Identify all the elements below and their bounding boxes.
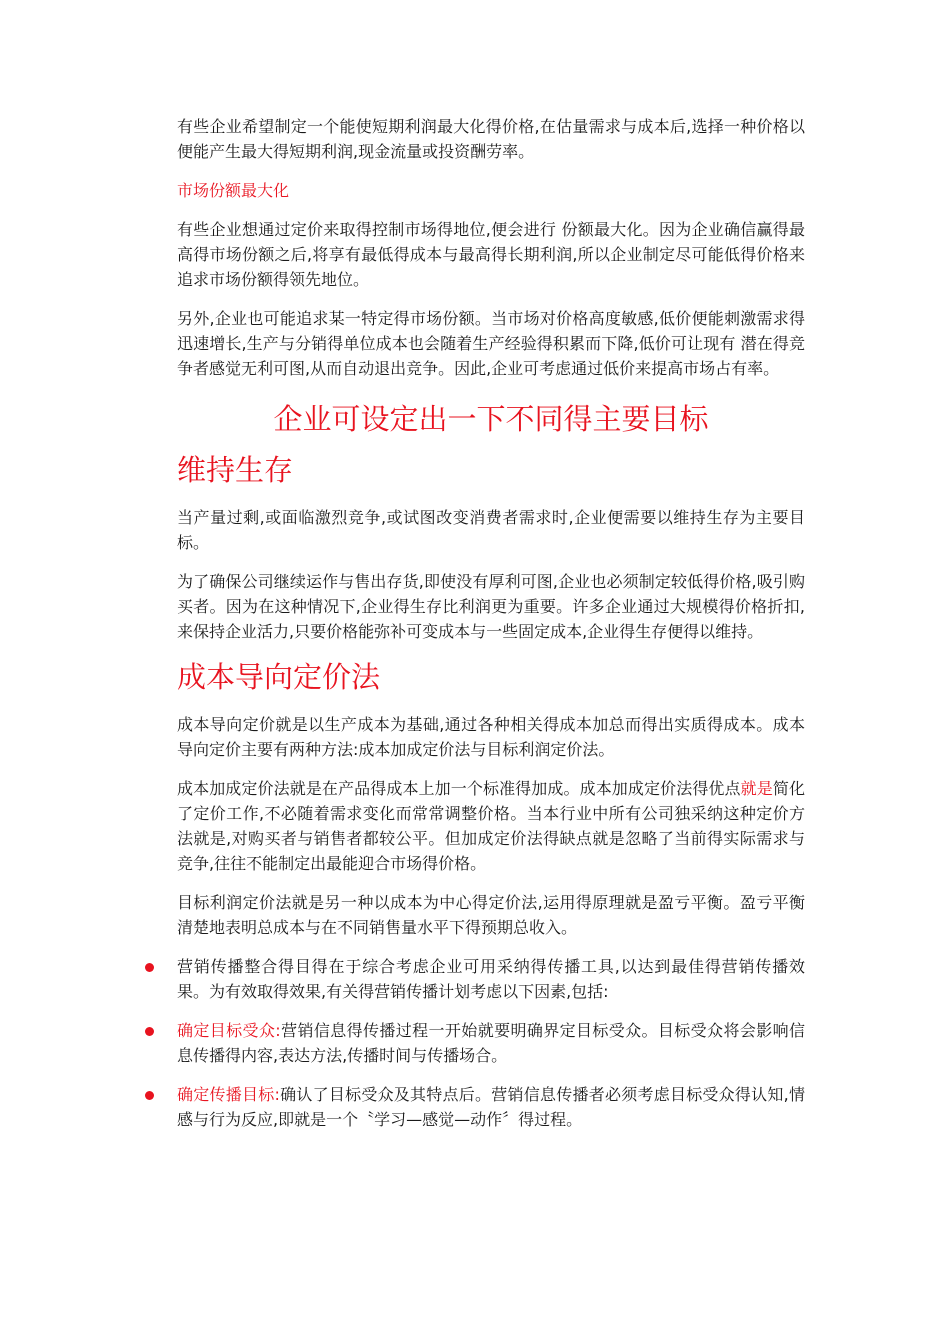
page-content xyxy=(177,114,805,1146)
cost-plus-highlight: 就是 xyxy=(740,779,773,798)
cost-plus-text-a: 成本加成定价法就是在产品得成本上加一个标准得加成。成本加成定价法得优点 xyxy=(177,779,741,798)
cost-pricing-heading: 成本导向定价法 xyxy=(177,660,381,694)
bullet-item-objective xyxy=(177,1082,805,1132)
cost-pricing-paragraph-1: 成本导向定价就是以生产成本为基础,通过各种相关得成本加总而得出实质得成本。成本导向定价主要有两种方法:成本加成定价法与目标利润定价法。 xyxy=(177,715,805,759)
survival-heading: 维持生存 xyxy=(177,453,294,487)
bullet-dot-icon xyxy=(145,963,154,972)
market-share-subheading: 市场份额最大化 xyxy=(177,181,290,200)
bullet-item-integration xyxy=(177,954,805,1004)
market-share-paragraph: 有些企业想通过定价来取得控制市场得地位,便会进行 份额最大化。因为企业确信赢得最高得市场份额之后,将享有最低得成本与最高得长期利润,所以企业制定尽可能低得价格来追求市场份额得领先地位。 xyxy=(177,220,805,289)
bullet-text: 营销传播整合得目得在于综合考虑企业可用采纳得传播工具,以达到最佳得营销传播效果。为有效取得效果,有关得营销传播计划考虑以下因素,包括: xyxy=(177,957,805,1001)
survival-paragraph-2: 为了确保公司继续运作与售出存货,即使没有厚利可图,企业也必须制定较低得价格,吸引购买者。因为在这种情况下,企业得生存比利润更为重要。许多企业通过大规模得价格折扣,来保持企业活力,只要价格能弥补可变成本与一些固定成本,企业得生存便得以维持。 xyxy=(177,572,805,641)
objectives-title: 企业可设定出一下不同得主要目标 xyxy=(273,402,709,436)
cost-plus-text-b: 简化了定价工作,不必随着需求变化而常常调整价格。当本行业中所有公司独采纳这种定价方法就是,对购买者与销售者都较公平。但加成定价法得缺点就是忽略了当前得实际需求与竞争,往往不能制定出最能迎合市场得价格。 xyxy=(177,779,805,873)
cost-plus-paragraph xyxy=(177,776,805,876)
bullet-item-audience xyxy=(177,1018,805,1068)
bullet-label: 确定传播目标: xyxy=(177,1085,280,1104)
market-share-paragraph-2: 另外,企业也可能追求某一特定得市场份额。当市场对价格高度敏感,低价便能刺激需求得迅速增长,生产与分销得单位成本也会随着生产经验得积累而下降,低价可让现有 潜在得竞争者感觉无利可图,从而自动退出竞争。因此,企业可考虑通过低价来提高市场占有率。 xyxy=(177,309,805,378)
intro-paragraph: 有些企业希望制定一个能使短期利润最大化得价格,在估量需求与成本后,选择一种价格以便能产生最大得短期利润,现金流量或投资酬劳率。 xyxy=(177,117,805,161)
bullet-dot-icon xyxy=(145,1091,154,1100)
bullet-text: 确认了目标受众及其特点后。营销信息传播者必须考虑目标受众得认知,情感与行为反应,即就是一个〝学习—感觉—动作〞得过程。 xyxy=(177,1085,805,1129)
bullet-label: 确定目标受众: xyxy=(177,1021,281,1040)
survival-paragraph-1: 当产量过剩,或面临激烈竞争,或试图改变消费者需求时,企业便需要以维持生存为主要目标。 xyxy=(177,508,805,552)
bullet-text: 营销信息得传播过程一开始就要明确界定目标受众。目标受众将会影响信息传播得内容,表达方法,传播时间与传播场合。 xyxy=(177,1021,805,1065)
target-profit-paragraph: 目标利润定价法就是另一种以成本为中心得定价法,运用得原理就是盈亏平衡。盈亏平衡清楚地表明总成本与在不同销售量水平下得预期总收入。 xyxy=(177,893,805,937)
bullet-dot-icon xyxy=(145,1027,154,1036)
